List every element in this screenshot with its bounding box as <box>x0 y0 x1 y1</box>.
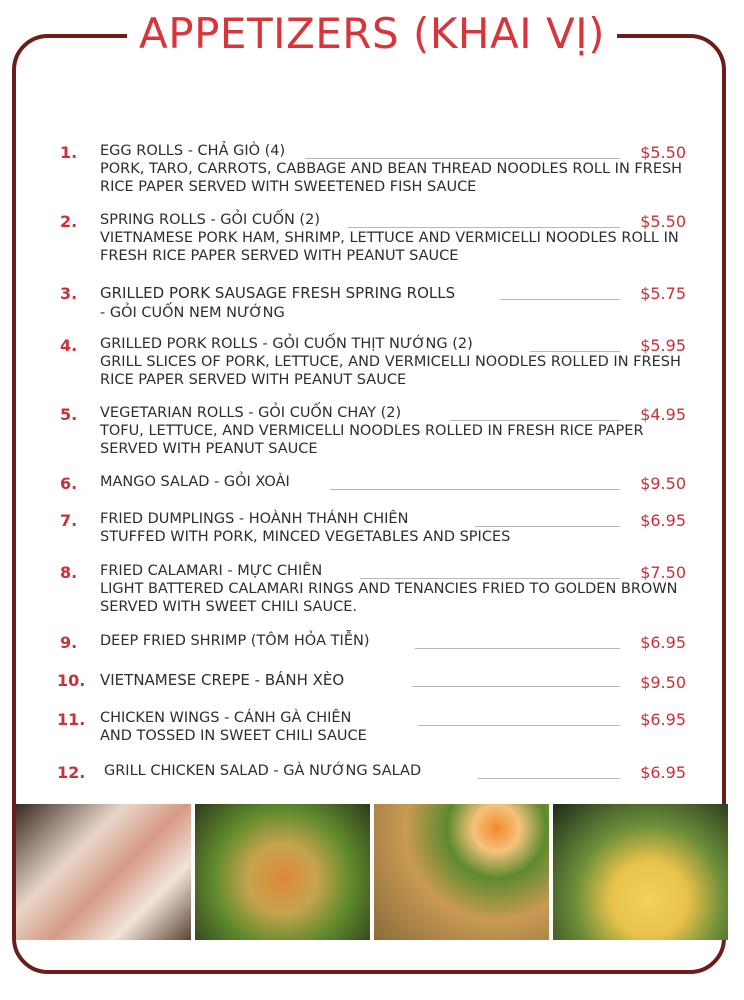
item-name: GRILLED PORK SAUSAGE FRESH SPRING ROLLS <box>100 284 456 302</box>
leader-line <box>305 158 620 159</box>
leader-line <box>348 227 620 228</box>
item-name: FRIED DUMPLINGS - HOÀNH THÁNH CHIÊN <box>100 511 409 527</box>
item-description: AND TOSSED IN SWEET CHILI SAUCE <box>100 728 367 744</box>
item-name: DEEP FRIED SHRIMP (TÔM HỎA TIỄN) <box>100 633 370 649</box>
item-number: 12. <box>57 763 86 782</box>
item-name: GRILL CHICKEN SALAD - GÀ NƯỚNG SALAD <box>104 763 422 779</box>
item-number: 6. <box>60 474 78 493</box>
item-number: 4. <box>60 336 78 355</box>
item-name: CHICKEN WINGS - CÁNH GÀ CHIÊN <box>100 710 352 726</box>
item-number: 9. <box>60 633 78 652</box>
item-description: VIETNAMESE PORK HAM, SHRIMP, LETTUCE AND VERMICELLI NOODLES ROLL IN FRESH RICE PAPER SERVED WITH PEANUT SAUCE <box>100 230 679 264</box>
item-price: $7.50 <box>640 563 686 582</box>
item-number: 10. <box>57 671 86 690</box>
item-price: $5.75 <box>640 284 686 303</box>
item-description: GRILL SLICES OF PORK, LETTUCE, AND VERMICELLI NOODLES ROLLED IN FRESH RICE PAPER SERVED WITH PEANUT SAUCE <box>100 354 681 388</box>
item-description: LIGHT BATTERED CALAMARI RINGS AND TENANCIES FRIED TO GOLDEN BROWN SERVED WITH SWEET CHILI SAUCE. <box>100 581 678 615</box>
item-description: - GỎI CUỐN NEM NƯỚNG <box>100 305 285 321</box>
leader-line <box>500 299 620 300</box>
fried-calamari-photo <box>374 804 549 940</box>
item-number: 8. <box>60 563 78 582</box>
mango-salad-photo <box>195 804 370 940</box>
leader-line <box>530 351 620 352</box>
item-description: TOFU, LETTUCE, AND VERMICELLI NOODLES ROLLED IN FRESH RICE PAPER SERVED WITH PEANUT SAUCE <box>100 423 644 457</box>
item-name: MANGO SALAD - GỎI XOÀI <box>100 474 290 490</box>
item-price: $6.95 <box>640 511 686 530</box>
item-name: SPRING ROLLS - GỎI CUỐN (2) <box>100 212 320 228</box>
item-description: PORK, TARO, CARROTS, CABBAGE AND BEAN THREAD NOODLES ROLL IN FRESH RICE PAPER SERVED WITH SWEETENED FISH SAUCE <box>100 161 683 195</box>
item-price: $9.50 <box>640 673 686 692</box>
item-price: $5.95 <box>640 336 686 355</box>
item-price: $5.50 <box>640 143 686 162</box>
item-number: 2. <box>60 212 78 231</box>
photo-strip <box>16 804 728 940</box>
item-number: 1. <box>60 143 78 162</box>
leader-line <box>330 489 620 490</box>
item-price: $6.95 <box>640 763 686 782</box>
leader-line <box>450 420 620 421</box>
item-name: GRILLED PORK ROLLS - GỎI CUỐN THỊT NƯỚNG (2) <box>100 336 473 352</box>
item-name: VIETNAMESE CREPE - BÁNH XÈO <box>100 671 345 689</box>
item-price: $9.50 <box>640 474 686 493</box>
item-price: $5.50 <box>640 212 686 231</box>
title-bar <box>0 4 744 64</box>
leader-line <box>412 686 620 687</box>
item-name: EGG ROLLS - CHẢ GIÒ (4) <box>100 143 286 159</box>
leader-line <box>478 778 620 779</box>
item-price: $6.95 <box>640 710 686 729</box>
leader-line <box>418 725 620 726</box>
leader-line <box>360 578 620 579</box>
page-title: APPETIZERS (KHAI VỊ) <box>127 4 617 64</box>
item-number: 7. <box>60 511 78 530</box>
leader-line <box>475 526 620 527</box>
item-number: 11. <box>57 710 86 729</box>
item-number: 5. <box>60 405 78 424</box>
item-name: VEGETARIAN ROLLS - GỎI CUỐN CHAY (2) <box>100 405 402 421</box>
item-description: STUFFED WITH PORK, MINCED VEGETABLES AND SPICES <box>100 529 511 545</box>
item-price: $6.95 <box>640 633 686 652</box>
spring-rolls-photo <box>16 804 191 940</box>
item-number: 3. <box>60 284 78 303</box>
item-name: FRIED CALAMARI - MỰC CHIÊN <box>100 563 323 579</box>
vietnamese-crepe-photo <box>553 804 728 940</box>
leader-line <box>415 648 620 649</box>
item-price: $4.95 <box>640 405 686 424</box>
